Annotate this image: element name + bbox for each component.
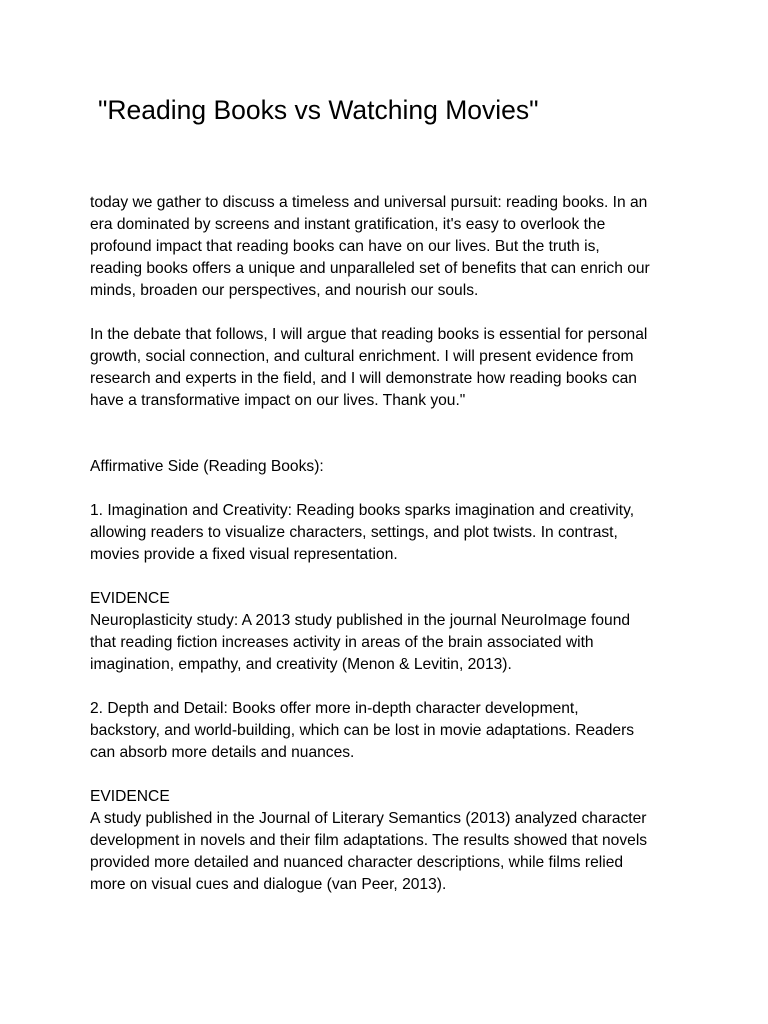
text-line: Affirmative Side (Reading Books):	[90, 458, 324, 475]
text-line: era dominated by screens and instant gratification, it's easy to overlook the	[90, 216, 606, 233]
text-line: allowing readers to visualize characters, settings, and plot twists. In contrast,	[90, 524, 618, 541]
text-line: reading books offers a unique and unparalleled set of benefits that can enrich our	[90, 260, 650, 277]
text-line: research and experts in the field, and I will demonstrate how reading books can	[90, 370, 637, 387]
text-line: that reading fiction increases activity in areas of the brain associated with	[90, 634, 594, 651]
blank-line	[90, 302, 690, 324]
document-title: "Reading Books vs Watching Movies"	[98, 95, 539, 125]
text-line: imagination, empathy, and creativity (Menon & Levitin, 2013).	[90, 656, 512, 673]
blank-line	[90, 676, 690, 698]
text-line: growth, social connection, and cultural enrichment. I will present evidence from	[90, 348, 634, 365]
text-line: In the debate that follows, I will argue that reading books is essential for personal	[90, 326, 648, 343]
text-line: provided more detailed and nuanced character descriptions, while films relied	[90, 854, 624, 871]
document-body	[90, 192, 690, 896]
text-line: movies provide a fixed visual representation.	[90, 546, 398, 563]
blank-line	[90, 764, 690, 786]
text-line: can absorb more details and nuances.	[90, 744, 355, 761]
text-line: Neuroplasticity study: A 2013 study published in the journal NeuroImage found	[90, 612, 631, 629]
text-line: 2. Depth and Detail: Books offer more in-depth character development,	[90, 700, 579, 717]
blank-line	[90, 566, 690, 588]
text-line: have a transformative impact on our lives. Thank you."	[90, 392, 466, 409]
text-line: profound impact that reading books can have on our lives. But the truth is,	[90, 238, 600, 255]
text-line: backstory, and world-building, which can be lost in movie adaptations. Readers	[90, 722, 635, 739]
text-line: EVIDENCE	[90, 788, 170, 805]
blank-line	[90, 412, 690, 434]
text-line: minds, broaden our perspectives, and nourish our souls.	[90, 282, 479, 299]
text-line: A study published in the Journal of Literary Semantics (2013) analyzed character	[90, 810, 647, 827]
text-line: more on visual cues and dialogue (van Peer, 2013).	[90, 876, 447, 893]
text-line: EVIDENCE	[90, 590, 170, 607]
blank-line	[90, 434, 690, 456]
text-line: 1. Imagination and Creativity: Reading books sparks imagination and creativity,	[90, 502, 635, 519]
text-line: today we gather to discuss a timeless and universal pursuit: reading books. In an	[90, 194, 648, 211]
blank-line	[90, 478, 690, 500]
text-line: development in novels and their film adaptations. The results showed that novels	[90, 832, 648, 849]
